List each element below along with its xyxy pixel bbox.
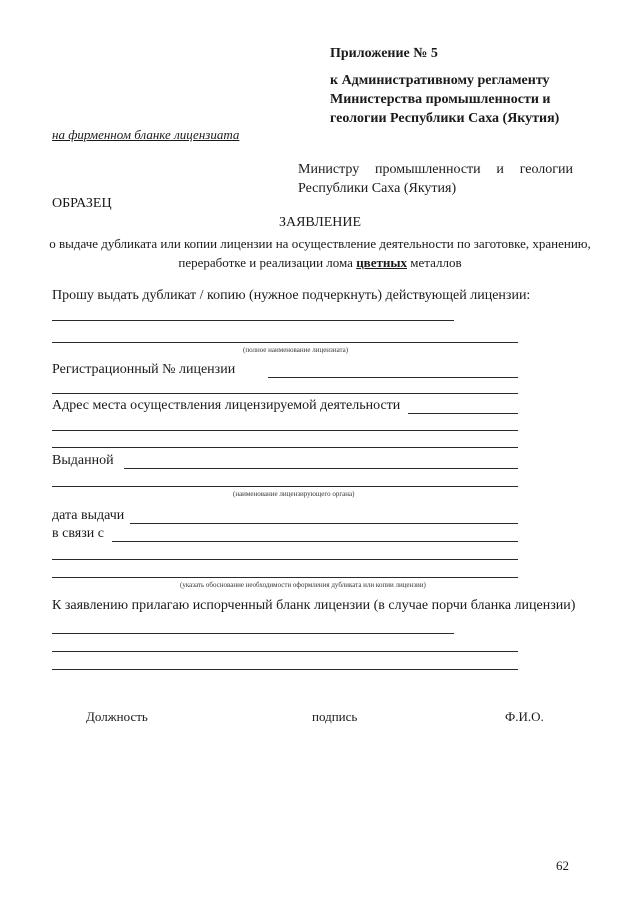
footer-position: Должность [86,709,148,724]
letterhead-note: на фирменном бланке лицензиата [52,127,240,142]
caption-licensee: (полное наименование лицензиата) [243,346,349,354]
licensee-name-field-line-2[interactable] [52,342,518,343]
address-field-line-2[interactable] [52,430,518,431]
addressee-block [298,160,573,198]
reason-field-line-2[interactable] [52,559,518,560]
annex-line-2: Министерства промышленности и [330,92,551,107]
subtitle-part-2: металлов [410,255,462,270]
attach-field-line-3[interactable] [52,669,518,670]
address-field-line-1[interactable] [408,413,518,414]
issued-by-field-line-1[interactable] [124,468,518,469]
annex-header [330,44,559,128]
addressee-line-2: Республики Саха (Якутия) [298,181,457,196]
label-reg-number: Регистрационный № лицензии [52,362,236,377]
issued-by-field-line-2[interactable] [52,486,518,487]
attach-field-line-1[interactable] [52,633,454,634]
attach-line: К заявлению прилагаю испорченный бланк лицензии (в случае порчи бланка лицензии) [52,598,576,613]
footer-name: Ф.И.О. [505,709,544,724]
document-subtitle [40,234,600,272]
annex-line-1: к Административному регламенту [330,73,550,88]
reg-number-field-line[interactable] [268,377,518,378]
addressee-word-2: промышленности [375,162,481,177]
label-issue-date: дата выдачи [52,508,125,523]
annex-number: Приложение № 5 [330,46,438,61]
sample-label: ОБРАЗЕЦ [52,196,112,211]
reason-field-line-3[interactable] [52,577,518,578]
addressee-word-3: и [496,162,504,177]
label-address: Адрес места осуществления лицензируемой деятельности [52,398,401,413]
label-reason: в связи с [52,526,104,541]
issue-date-field-line[interactable] [130,523,518,524]
document-title: ЗАЯВЛЕНИЕ [278,215,362,230]
caption-authority: (наименование лицензирующего органа) [233,490,355,498]
addressee-line-1 [298,160,573,179]
caption-reason: (указать обоснование необходимости оформления дубликата или копии лицензии) [180,581,426,589]
licensee-name-field-line-1[interactable] [52,320,454,321]
reason-field-line-1[interactable] [112,541,518,542]
addressee-word-1: Министру [298,162,360,177]
address-field-line-3[interactable] [52,447,518,448]
addressee-word-4: геологии [519,162,573,177]
attach-field-line-2[interactable] [52,651,518,652]
reg-number-field-line-2[interactable] [52,393,518,394]
subtitle-bold-word: цветных [356,255,407,270]
label-issued-by: Выданной [52,453,114,468]
footer-signature: подпись [312,709,358,724]
request-line: Прошу выдать дубликат / копию (нужное подчеркнуть) действующей лицензии: [52,288,531,303]
subtitle-part-1: о выдаче дубликата или копии лицензии на осуществление деятельности по заготовке, хранению, переработке и реализации лома [49,236,591,270]
page-number: 62 [556,858,569,873]
annex-line-3: геологии Республики Саха (Якутия) [330,111,560,126]
